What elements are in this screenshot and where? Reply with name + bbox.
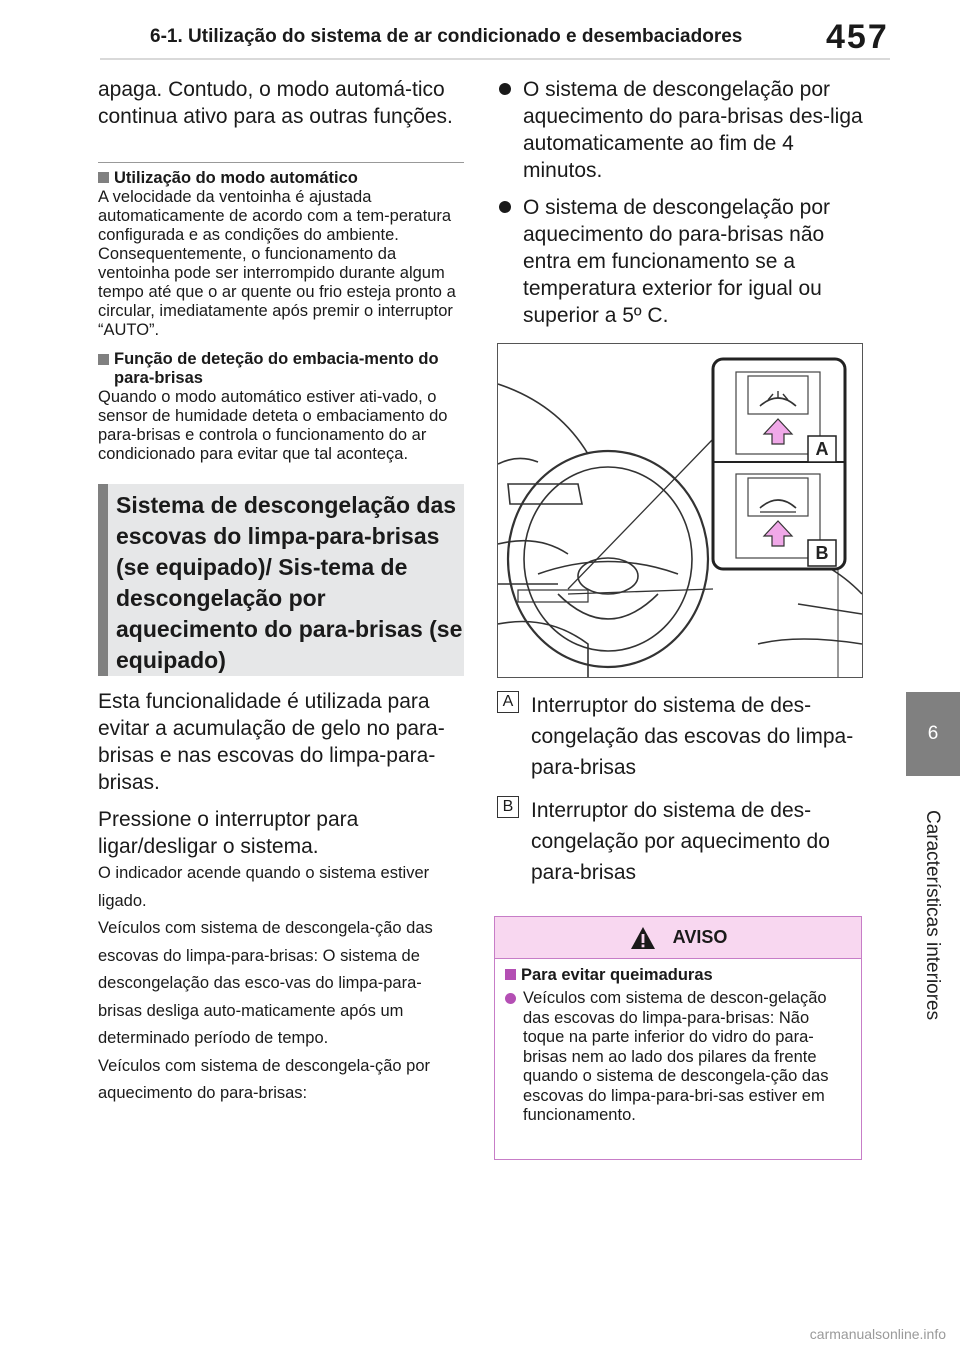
header-title: 6-1. Utilização do sistema de ar condicionado e desembaciadores bbox=[150, 26, 743, 47]
warning-text: Veículos com sistema de descon-gelação das escovas do limpa-para-brisas: Não toque na parte inferior do vidro do para-brisas nem ao lado dos pilares da frente quando o sistema de descongela-ção das escovas do limpa-para-bri-sas estiver em funcionamento. bbox=[505, 989, 851, 1126]
warning-box bbox=[494, 916, 862, 1160]
bullet-dot-icon bbox=[499, 201, 511, 213]
right-column bbox=[497, 76, 863, 888]
auto-mode-text-1: A velocidade da ventoinha é ajustada automaticamente de acordo com a tem-peratura configurada e as condições do ambiente. bbox=[98, 188, 452, 244]
dashboard-drawing bbox=[498, 344, 862, 677]
subsection-rule bbox=[98, 162, 464, 163]
side-tab-number: 6 bbox=[906, 692, 960, 776]
square-bullet-icon bbox=[98, 354, 109, 365]
fog-detect-heading: Função de deteção do embacia-mento do para-brisas bbox=[98, 350, 464, 388]
warning-title: AVISO bbox=[672, 927, 728, 947]
page-number: 457 bbox=[826, 18, 889, 56]
auto-mode-heading: Utilização do modo automático bbox=[98, 169, 464, 188]
header-rule bbox=[100, 58, 890, 60]
main-paragraph-2: Pressione o interruptor para ligar/desligar o sistema. bbox=[98, 808, 359, 858]
figure-label-b: B bbox=[815, 543, 829, 563]
legend-tag-a: A bbox=[497, 691, 519, 713]
bullet-dot-icon bbox=[499, 83, 511, 95]
note-wiper-deicer: Veículos com sistema de descongela-ção das escovas do limpa-para-brisas: O sistema de descongelação das esco-vas do limpa-para-brisas desliga auto-maticamente após um determinado período de tempo. bbox=[98, 919, 433, 1047]
warning-triangle-icon bbox=[629, 925, 657, 951]
left-column bbox=[98, 76, 464, 1108]
legend-item-a: A Interruptor do sistema de des-congelação das escovas do limpa-para-brisas bbox=[497, 690, 863, 783]
auto-mode-text-2: Consequentemente, o funcionamento da ventoinha pode ser interrompido durante algum tempo até que o ar quente ou frio esteja pronto a circular, imediatamente após premir o interruptor “AUTO”. bbox=[98, 245, 456, 339]
bullet-item-1: O sistema de descongelação por aquecimento do para-brisas des-liga automaticamente ao fim de 4 minutos. bbox=[497, 76, 863, 184]
warning-header bbox=[495, 917, 861, 959]
main-paragraph-1: Esta funcionalidade é utilizada para evitar a acumulação de gelo no para-brisas e nas escovas do limpa-para-brisas. bbox=[98, 690, 445, 794]
square-bullet-icon bbox=[98, 172, 109, 183]
side-tab-label: Características interiores bbox=[922, 809, 943, 1021]
bullet-dot-icon bbox=[505, 993, 516, 1004]
note-windshield-deicer: Veículos com sistema de descongela-ção por aquecimento do para-brisas: bbox=[98, 1056, 431, 1102]
section-title: Sistema de descongelação das escovas do limpa-para-brisas (se equipado)/ Sis-tema de descongelação por aquecimento do para-brisas (se equipado) bbox=[116, 492, 463, 673]
legend-tag-b: B bbox=[497, 796, 519, 818]
note-indicator: O indicador acende quando o sistema estiver ligado. bbox=[98, 864, 430, 910]
bullet-item-2: O sistema de descongelação por aquecimento do para-brisas não entra em funcionamento se a temperatura exterior for igual ou superior a 5º C. bbox=[497, 194, 863, 329]
section-title-box bbox=[98, 484, 464, 676]
intro-paragraph: apaga. Contudo, o modo automá-tico continua ativo para as outras funções. bbox=[98, 78, 453, 128]
dashboard-illustration bbox=[497, 343, 863, 678]
fog-detect-text: Quando o modo automático estiver ati-vado, o sensor de humidade deteta o embaciamento do para-brisas e controla o funcionamento do ar condicionado para evitar que tal aconteça. bbox=[98, 388, 448, 463]
legend-item-b: B Interruptor do sistema de des-congelação por aquecimento do para-brisas bbox=[497, 795, 863, 888]
square-bullet-icon bbox=[505, 969, 516, 980]
footer-watermark: carmanualsonline.info bbox=[809, 1326, 946, 1342]
warning-heading: Para evitar queimaduras bbox=[505, 965, 851, 985]
figure-label-a: A bbox=[815, 439, 829, 459]
